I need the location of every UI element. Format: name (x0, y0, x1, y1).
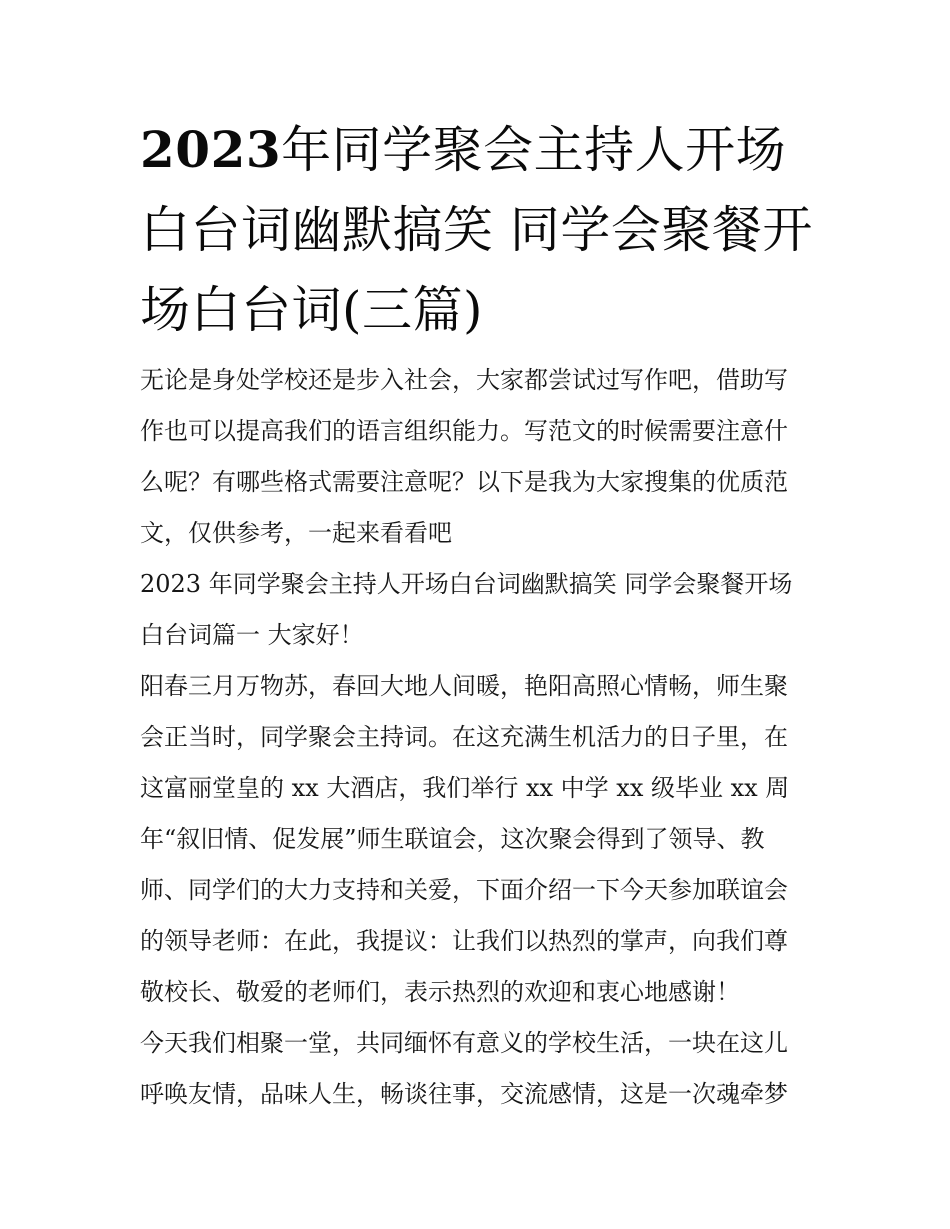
paragraph-heading (140, 559, 820, 661)
text-line: 阳春三月万物苏，春回大地人间暖，艳阳高照心情畅，师生聚 (140, 672, 788, 700)
title-year: 2023 (140, 120, 282, 179)
text-line: 会正当时，同学聚会主持词。在这充满生机活力的日子里，在 (140, 723, 788, 751)
text-line: 么呢？有哪些格式需要注意呢？以下是我为大家搜集的优质范 (140, 468, 788, 496)
text-line: 呼唤友情，品味人生，畅谈往事，交流感情，这是一次魂牵梦 (140, 1080, 788, 1108)
text-line: 的领导老师：在此，我提议：让我们以热烈的掌声，向我们尊 (140, 927, 788, 955)
text-line: 年“叙旧情、促发展”师生联谊会，这次聚会得到了领导、教 (140, 825, 765, 853)
text-line: 作也可以提高我们的语言组织能力。写范文的时候需要注意什 (140, 417, 788, 445)
text-line: 敬校长、敬爱的老师们，表示热烈的欢迎和衷心地感谢！ (140, 978, 740, 1006)
text-line: 师、同学们的大力支持和关爱，下面介绍一下今天参加联谊会 (140, 876, 788, 904)
text-line: 2023 年同学聚会主持人开场白台词幽默搞笑 同学会聚餐开场 (140, 570, 793, 598)
document-title (140, 110, 820, 350)
text-line: 文，仅供参考，一起来看看吧 (140, 519, 452, 547)
text-line: 白台词篇一 大家好！ (140, 621, 364, 649)
text-line: 今天我们相聚一堂，共同缅怀有意义的学校生活，一块在这儿 (140, 1029, 788, 1057)
title-text: 年同学聚会主持人开场白台词幽默搞笑 同学会聚餐开场白台词(三篇) (140, 121, 813, 339)
text-line: 无论是身处学校还是步入社会，大家都尝试过写作吧，借助写 (140, 366, 788, 394)
paragraph-gathering (140, 1018, 820, 1120)
document-body (140, 355, 820, 1120)
paragraph-intro (140, 355, 820, 559)
paragraph-opening (140, 661, 820, 1018)
text-line: 这富丽堂皇的 xx 大酒店，我们举行 xx 中学 xx 级毕业 xx 周 (140, 774, 790, 802)
